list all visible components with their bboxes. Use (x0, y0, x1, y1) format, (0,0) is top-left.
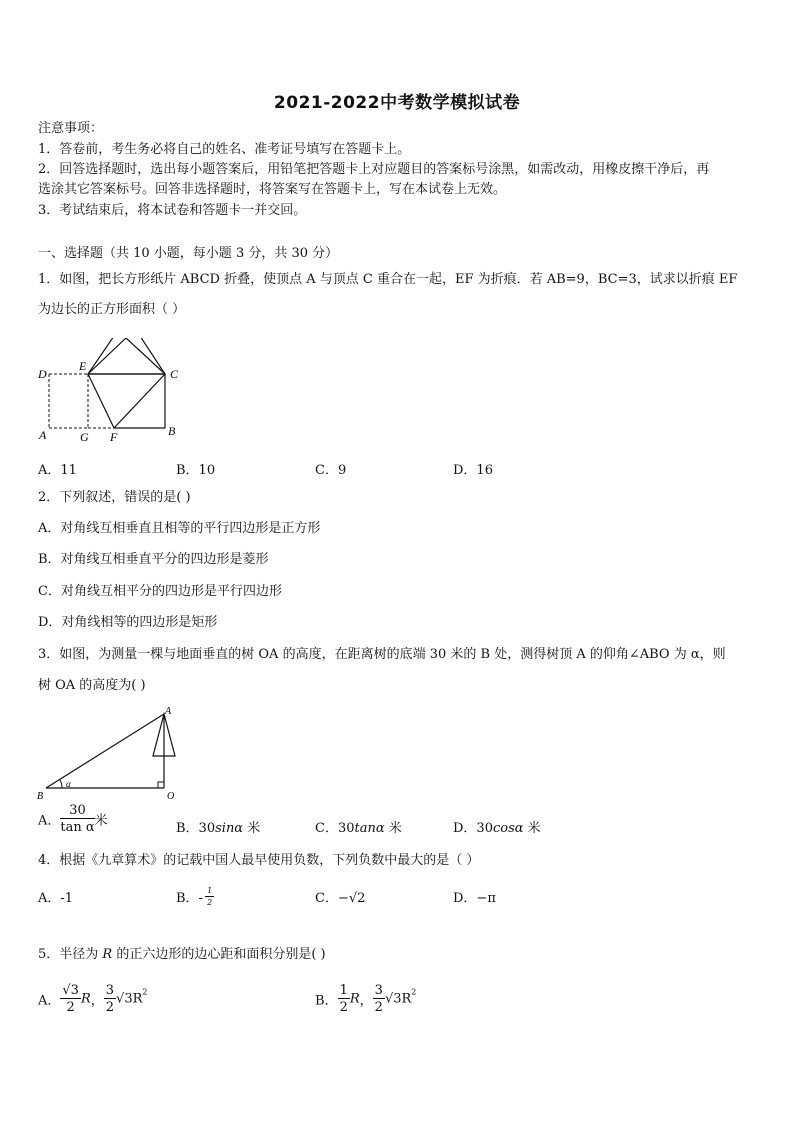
q1-stem-line2: 为边长的正方形面积（ ） (38, 302, 186, 317)
q3-stem-line1: 3．如图，为测量一棵与地面垂直的树 OA 的高度，在距离树的底端 30 米的 B 处，测得树顶 A 的仰角∠ABO 为 α，则 (38, 647, 726, 662)
q1-square-side1 (88, 338, 126, 374)
q1-edge-fc (114, 374, 165, 428)
section-heading: 一、选择题（共 10 小题，每小题 3 分，共 30 分） (38, 246, 339, 261)
q4-stem: 4．根据《九章算术》的记载中国人最早使用负数，下列负数中最大的是（ ） (38, 853, 480, 868)
q5-option-a (38, 984, 147, 1014)
q3-label-o: O (167, 791, 175, 802)
q3-option-a-unit: 米 (94, 813, 108, 829)
q3-sightline-ba (46, 714, 164, 788)
q5-option-a-tail: √3R (116, 991, 143, 1007)
q5-option-a-frac2 (104, 984, 116, 1014)
q5-option-b-frac2-num: 3 (374, 983, 383, 998)
q2-option-a: A．对角线互相垂直且相等的平行四边形是正方形 (38, 521, 321, 536)
q5-option-a-exp: 2 (142, 987, 148, 997)
q3-option-a (38, 804, 108, 834)
q5-option-a-frac2-den: 2 (105, 1000, 115, 1015)
q3-option-a-denominator: tan α (60, 820, 95, 835)
q2-option-c: C．对角线互相平分的四边形是平行四边形 (38, 584, 282, 599)
q3-option-a-numerator: 30 (60, 804, 94, 819)
q3-angle-arc (60, 780, 62, 788)
q1-option-b: B．10 (176, 463, 216, 478)
q1-stem-line1: 1．如图，把长方形纸片 ABCD 折叠，使顶点 A 与顶点 C 重合在一起，EF 为折痕．若 AB=9，BC=3，试求以折痕 EF (38, 272, 738, 287)
q5-option-a-r: R (80, 991, 91, 1007)
q1-label-c: C (170, 367, 179, 381)
q5-stem-part1: 5．半径为 (38, 947, 103, 962)
q4-option-d: D．−π (453, 891, 496, 906)
q3-option-a-fraction (60, 804, 94, 834)
q4-option-b-fraction (205, 887, 214, 907)
q3-option-b-value: B．30 (176, 821, 216, 836)
q4-option-b-numerator: 1 (207, 886, 213, 895)
q5-option-b-prefix: B． (315, 993, 338, 1009)
q1-label-f: F (110, 430, 118, 444)
q4-option-b-denominator: 2 (207, 898, 213, 907)
q3-right-angle-mark (158, 782, 164, 788)
q5-option-a-frac1-den: 2 (66, 1000, 75, 1015)
notice-item-1: 1．答卷前，考生务必将自己的姓名、准考证号填写在答题卡上。 (38, 142, 411, 157)
q5-stem-r: R (102, 947, 113, 962)
q1-label-a: A (39, 428, 47, 442)
q1-option-a: A．11 (38, 463, 77, 478)
q4-option-a: A．-1 (38, 891, 74, 906)
q3-stem-line2: 树 OA 的高度为( ) (38, 678, 146, 693)
page-title: 2021-2022中考数学模拟试卷 (273, 93, 521, 113)
q3-option-d (453, 817, 541, 836)
q1-label-e: E (79, 359, 87, 373)
q3-figure (36, 702, 186, 802)
q4-option-c (315, 887, 365, 906)
q2-option-b: B．对角线互相垂直平分的四边形是菱形 (38, 552, 269, 567)
q5-option-b-tail: √3R (384, 991, 412, 1007)
q5-option-b-frac2 (373, 984, 385, 1014)
q3-option-c-fn: tanα (354, 821, 385, 836)
q3-option-a-prefix: A． (38, 813, 61, 829)
q3-option-b-unit: 米 (243, 821, 261, 836)
notice-item-2: 2．回答选择题时，选出每小题答案后，用铅笔把答题卡上对应题目的答案标号涂黑，如需改动，用橡皮擦干净后，再 (38, 162, 710, 177)
q4-option-b (176, 887, 214, 907)
notice-item-3: 3．考试结束后，将本试卷和答题卡一并交回。 (38, 203, 307, 218)
q1-square-top (88, 338, 165, 374)
q5-stem-part2: 的正六边形的边心距和面积分别是( ) (112, 947, 326, 962)
q5-option-a-frac1 (60, 984, 81, 1014)
q4-option-b-prefix: B．- (176, 891, 203, 906)
notice-item-2-cont: 选涂其它答案标号。回答非选择题时，将答案写在答题卡上，写在本试卷上无效。 (38, 182, 507, 197)
q2-option-d: D．对角线相等的四边形是矩形 (38, 615, 218, 630)
q3-option-d-unit: 米 (523, 821, 541, 836)
q1-figure (34, 338, 194, 446)
q5-option-b (315, 984, 416, 1014)
q4-option-c-value: −√2 (337, 891, 366, 906)
q5-stem (38, 947, 326, 963)
q5-option-b-frac1 (338, 984, 350, 1014)
q3-label-alpha: α (66, 779, 71, 789)
q5-option-b-r: R (349, 991, 360, 1007)
q5-option-a-prefix: A． (38, 993, 61, 1009)
q3-option-d-value: D．30 (453, 821, 493, 836)
q5-option-a-frac2-num: 3 (105, 983, 115, 998)
notice-heading: 注意事项： (38, 121, 104, 136)
q3-option-b-fn: sinα (215, 821, 244, 836)
q5-option-b-exp: 2 (411, 987, 417, 997)
q5-option-a-sep: ， (90, 993, 104, 1009)
q3-option-b (176, 817, 260, 836)
q1-label-d: D (38, 367, 47, 381)
q5-option-b-sep: ， (359, 993, 373, 1009)
q5-option-a-frac1-num: √3 (62, 983, 79, 998)
q1-edge-ef (88, 374, 114, 428)
q5-option-b-frac2-den: 2 (374, 1000, 383, 1015)
q5-option-b-frac1-num: 1 (339, 983, 348, 998)
q5-option-b-frac1-den: 2 (339, 1000, 348, 1015)
q1-option-c: C．9 (315, 463, 347, 478)
q3-option-c-unit: 米 (384, 821, 402, 836)
q1-label-g: G (80, 430, 89, 444)
q2-stem: 2．下列叙述，错误的是( ) (38, 490, 191, 505)
q3-option-c (315, 817, 402, 836)
q4-option-c-prefix: C． (315, 891, 338, 906)
q3-label-a: A (165, 706, 172, 717)
q3-option-d-fn: cosα (492, 821, 524, 836)
q1-option-d: D．16 (453, 463, 493, 478)
q3-label-b: B (37, 791, 44, 802)
q1-label-b: B (168, 424, 176, 438)
q3-option-c-value: C．30 (315, 821, 355, 836)
